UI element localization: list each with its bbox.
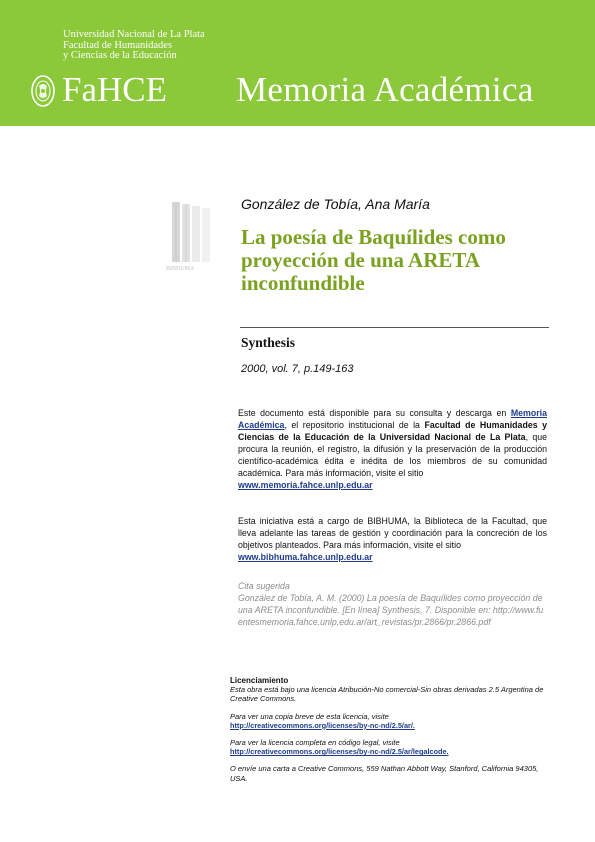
repository-name: Memoria Académica: [236, 70, 534, 109]
library-info: Esta iniciativa está a cargo de BIBHUMA, la Biblioteca de la Facultad, que lleva adelante las tareas de gestión y coordinación para la concreción de los objetivos planteados. Para más información, visite el sitio www.bibhuma.fahce.unlp.edu.ar: [238, 516, 547, 562]
fahce-logo: FaHCE: [62, 70, 167, 109]
license-section: [230, 676, 550, 783]
university-name: [63, 30, 205, 62]
memoria-academica-link[interactable]: Memoria Académica: [238, 408, 547, 430]
divider: [240, 327, 549, 328]
citation-label: Cita sugerida: [238, 581, 290, 591]
volume-pages: 2000, vol. 7, p.149-163: [241, 363, 354, 375]
repository-info: Este documento está disponible para su consulta y descarga en Memoria Académica, el repositorio institucional de la Facultad de Humanidades y Ciencias de la Educación de la Universidad Nacional de La Plata, que procura la reunión, el registro, la difusión y la preservación de la producción científico-académica édita e inédita de los miembros de su comunidad académica. Para más información, visite el sitio www.memoria.fahce.unlp.edu.ar: [238, 408, 547, 490]
license-heading: Licenciamiento: [230, 676, 289, 685]
license-address: O envíe una carta a Creative Commons, 559 Nathan Abbott Way, Stanford, California 94305, USA.: [230, 764, 539, 783]
memoria-url-link[interactable]: www.memoria.fahce.unlp.edu.ar: [238, 480, 373, 490]
citation-text: González de Tobía, A. M. (2000) La poesía de Baquílides como proyección de una ARETA inconfundible. [En línea] Synthesis, 7. Disponible en: http://www.fuentesmemoria.fahce.unlp.edu.ar/art_revistas/pr.2866/pr.2866.pdf: [238, 593, 544, 627]
library-books-icon: [166, 200, 222, 272]
university-line: Universidad Nacional de La Plata: [63, 29, 205, 40]
library-logo-text: BIBHUMA: [166, 266, 195, 272]
document-title: La poesía de Baquílides como proyección de una ARETA inconfundible: [241, 225, 506, 295]
license-short-link[interactable]: http://creativecommons.org/licenses/by-nc-nd/2.5/ar/.: [230, 720, 415, 730]
journal-name: Synthesis: [241, 335, 296, 350]
author: González de Tobía, Ana María: [241, 196, 430, 212]
bibhuma-url-link[interactable]: www.bibhuma.fahce.unlp.edu.ar: [238, 552, 373, 562]
license-short-label: Para ver una copia breve de esta licencia, visite: [230, 711, 389, 721]
faculty-full-name: Facultad de Humanidades y Ciencias de la Educación de la Universidad Nacional de La Plata: [238, 420, 547, 442]
faculty-line-2: y Ciencias de la Educación: [63, 50, 177, 61]
university-seal-icon: [30, 74, 56, 108]
license-full-link[interactable]: http://creativecommons.org/licenses/by-nc-nd/2.5/ar/legalcode.: [230, 747, 449, 757]
header-banner: [0, 0, 595, 126]
suggested-citation: [238, 580, 547, 628]
license-full-label: Para ver la licencia completa en código legal, visite: [230, 738, 400, 748]
license-text: Esta obra está bajo una licencia Atribución-No comercial-Sin obras derivadas 2.5 Argentina de Creative Commons.: [230, 685, 544, 704]
faculty-line: Facultad de Humanidades: [63, 39, 173, 51]
